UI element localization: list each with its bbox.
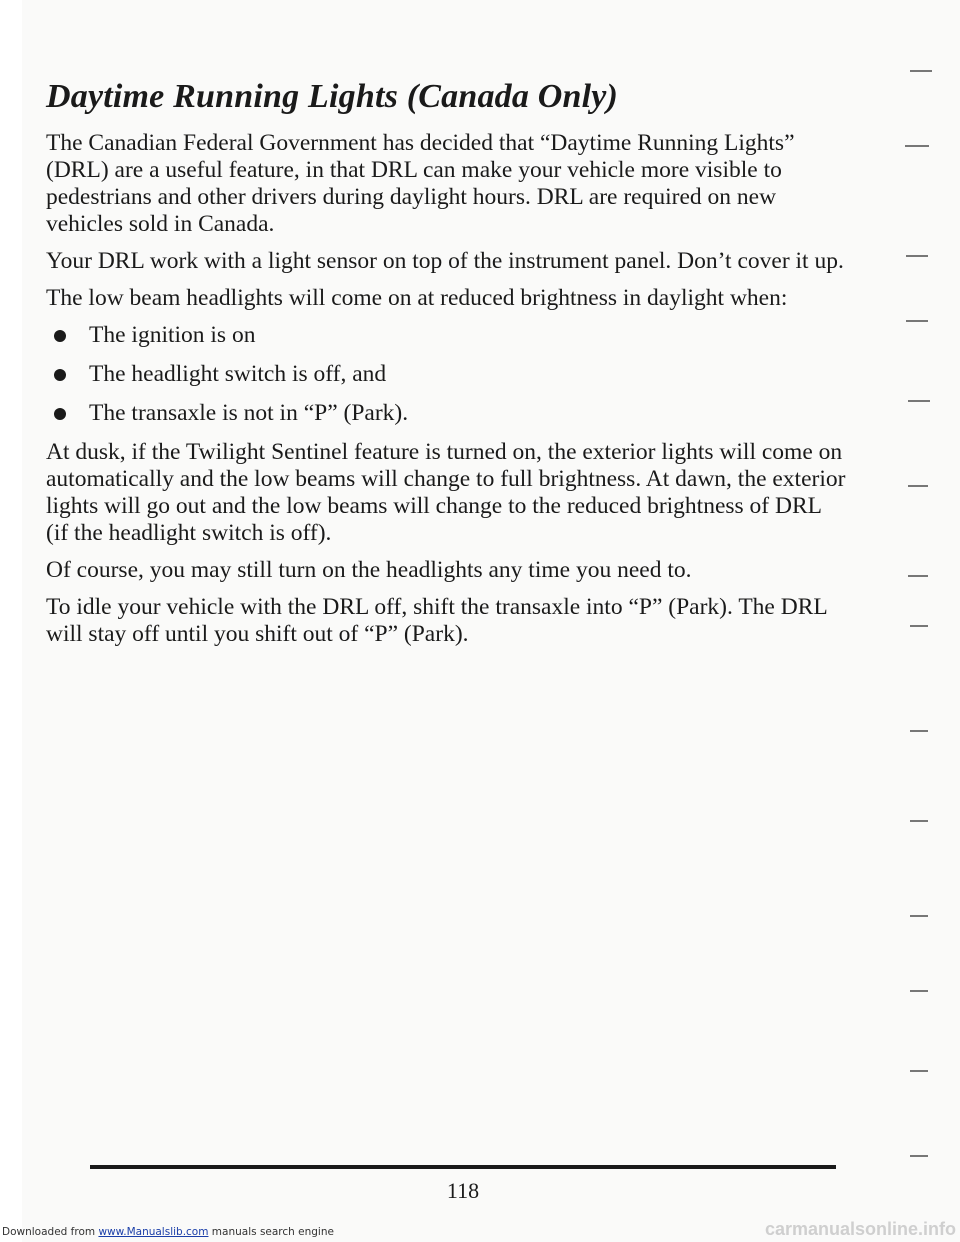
bullet-icon — [54, 330, 66, 342]
manualslib-link[interactable]: www.Manualslib.com — [98, 1226, 209, 1238]
list-item-text: The ignition is on — [89, 322, 256, 348]
binding-edge-marks — [880, 60, 940, 1210]
footer-rule — [90, 1165, 836, 1169]
paragraph-idle: To idle your vehicle with the DRL off, shift the transaxle into “P” (Park). The DRL will stay off until you shift out of “P” (Park). — [46, 594, 827, 647]
footer-prefix: Downloaded from — [2, 1226, 99, 1238]
paragraph-intro: The Canadian Federal Government has decided that “Daytime Running Lights” (DRL) are a useful feature, in that DRL can make your vehicle more visible to pedestrians and other drivers during daylight hours. DRL are required on new vehicles sold in Canada. — [46, 130, 795, 237]
list-item-text: The headlight switch is off, and — [89, 361, 387, 387]
bullet-icon — [54, 369, 66, 381]
paragraph-dusk: At dusk, if the Twilight Sentinel feature is turned on, the exterior lights will come on automatically and the low beams will change to full brightness. At dawn, the exterior lights will go out and the low beams will change to the reduced brightness of DRL (if the headlight switch is off). — [46, 439, 846, 546]
page-number: 118 — [446, 1178, 480, 1203]
list-item — [46, 361, 846, 388]
footer-suffix: manuals search engine — [208, 1226, 334, 1238]
page-content — [46, 78, 846, 658]
bullet-icon — [54, 408, 66, 420]
paragraph-low-beam: The low beam headlights will come on at reduced brightness in daylight when: — [46, 285, 788, 311]
section-title: Daytime Running Lights (Canada Only) — [46, 78, 619, 115]
list-item — [46, 322, 846, 349]
paragraph-course: Of course, you may still turn on the headlights any time you need to. — [46, 557, 692, 583]
watermark-text: carmanualsonline.info — [764, 1219, 956, 1239]
download-footer — [2, 1226, 334, 1238]
list-item-text: The transaxle is not in “P” (Park). — [89, 400, 409, 426]
paragraph-sensor: Your DRL work with a light sensor on top of the instrument panel. Don’t cover it up. — [46, 248, 844, 274]
condition-list — [46, 322, 846, 427]
list-item — [46, 400, 846, 427]
